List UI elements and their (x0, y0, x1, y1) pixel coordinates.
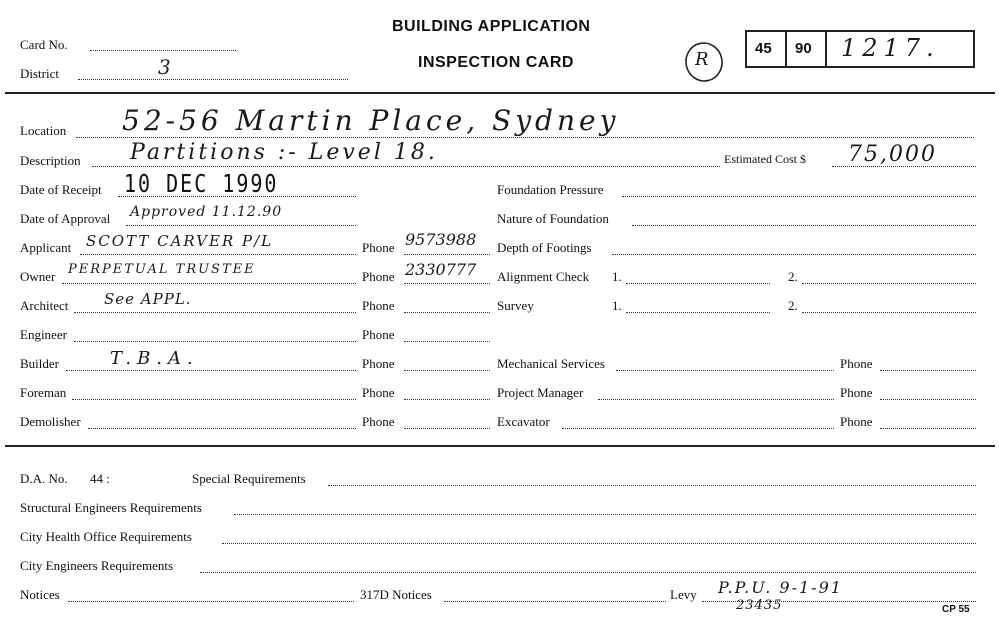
builder-label: Builder (20, 356, 59, 371)
excavator-label: Excavator (497, 414, 550, 429)
health-requirements-field[interactable] (222, 543, 976, 544)
demolisher-field[interactable] (88, 428, 356, 429)
date-receipt-stamp: 10 DEC 1990 (124, 168, 279, 198)
district-value: 3 (158, 55, 172, 79)
excavator-phone-label: Phone (840, 414, 873, 429)
applicant-value: SCOTT CARVER P/L (86, 232, 274, 250)
demolisher-phone-label: Phone (362, 414, 395, 429)
architect-phone-field[interactable] (404, 312, 490, 313)
applicant-phone-label: Phone (362, 240, 395, 255)
builder-field[interactable] (66, 370, 356, 371)
mechanical-phone-label: Phone (840, 356, 873, 371)
engineer-field[interactable] (74, 341, 356, 342)
architect-value: See APPL. (104, 290, 192, 308)
title-line-2: INSPECTION CARD (418, 54, 574, 71)
applicant-phone-value: 9573988 (405, 230, 477, 249)
engineers-requirements-label: City Engineers Requirements (20, 558, 174, 573)
owner-value: PERPETUAL TRUSTEE (68, 262, 256, 277)
circled-mark: R (682, 40, 726, 84)
foreman-label: Foreman (20, 385, 67, 400)
engineer-label: Engineer (20, 327, 67, 342)
owner-phone-value: 2330777 (405, 260, 477, 279)
special-requirements-field[interactable] (328, 485, 976, 486)
date-approval-label: Date of Approval (20, 211, 111, 226)
applicant-label: Applicant (20, 240, 72, 255)
levy-number: 23435 (736, 598, 783, 613)
foreman-phone-field[interactable] (404, 399, 490, 400)
structural-requirements-field[interactable] (234, 514, 976, 515)
box-application-number: 1217. (825, 30, 975, 68)
architect-phone-label: Phone (362, 298, 395, 313)
box-district-code: 45 (745, 30, 787, 68)
owner-field[interactable] (62, 283, 356, 284)
nature-foundation-field[interactable] (632, 225, 976, 226)
estimated-cost-label: Estimated Cost $ (724, 152, 806, 166)
builder-value: T.B.A. (110, 348, 199, 369)
builder-phone-field[interactable] (404, 370, 490, 371)
district-label: District (20, 66, 59, 81)
card-no-label: Card No. (20, 37, 68, 52)
description-field[interactable] (92, 166, 720, 167)
levy-value: P.P.U. 9-1-91 (718, 578, 843, 597)
survey-2-field[interactable] (802, 312, 976, 313)
foreman-phone-label: Phone (362, 385, 395, 400)
location-label: Location (20, 123, 67, 138)
nature-foundation-label: Nature of Foundation (497, 211, 609, 226)
project-manager-field[interactable] (598, 399, 834, 400)
form-code: CP 55 (942, 604, 970, 615)
da-no-label: D.A. No. (20, 471, 68, 486)
location-value: 52-56 Martin Place, Sydney (122, 104, 620, 137)
health-requirements-label: City Health Office Requirements (20, 529, 192, 544)
special-requirements-label: Special Requirements (192, 471, 306, 486)
survey-1-field[interactable] (626, 312, 770, 313)
mechanical-services-field[interactable] (616, 370, 834, 371)
alignment-check-1-field[interactable] (626, 283, 770, 284)
builder-phone-label: Phone (362, 356, 395, 371)
survey-2-label: 2. (788, 298, 798, 313)
owner-phone-label: Phone (362, 269, 395, 284)
date-approval-value: Approved 11.12.90 (130, 204, 283, 220)
notices-label: Notices (20, 587, 60, 602)
mechanical-services-label: Mechanical Services (497, 356, 605, 371)
project-manager-phone-field[interactable] (880, 399, 976, 400)
alignment-check-2-field[interactable] (802, 283, 976, 284)
owner-phone-field[interactable] (404, 283, 490, 284)
architect-label: Architect (20, 298, 69, 313)
excavator-phone-field[interactable] (880, 428, 976, 429)
box-year-code: 90 (785, 30, 827, 68)
excavator-field[interactable] (562, 428, 834, 429)
foundation-pressure-label: Foundation Pressure (497, 182, 604, 197)
demolisher-phone-field[interactable] (404, 428, 490, 429)
description-label: Description (20, 153, 81, 168)
levy-label: Levy (670, 587, 697, 602)
depth-footings-field[interactable] (612, 254, 976, 255)
alignment-check-2-label: 2. (788, 269, 798, 284)
district-field[interactable] (78, 79, 348, 80)
foreman-field[interactable] (72, 399, 356, 400)
structural-requirements-label: Structural Engineers Requirements (20, 500, 202, 515)
section-divider (5, 445, 995, 447)
owner-label: Owner (20, 269, 56, 284)
survey-1-label: 1. (612, 298, 622, 313)
notices-317d-label: 317D Notices (360, 587, 432, 602)
demolisher-label: Demolisher (20, 414, 81, 429)
estimated-cost-value: 75,000 (848, 142, 937, 167)
applicant-field[interactable] (80, 254, 356, 255)
notices-field[interactable] (68, 601, 354, 602)
project-manager-phone-label: Phone (840, 385, 873, 400)
date-receipt-label: Date of Receipt (20, 182, 102, 197)
engineers-requirements-field[interactable] (200, 572, 976, 573)
project-manager-label: Project Manager (497, 385, 584, 400)
alignment-check-label: Alignment Check (497, 269, 590, 284)
architect-field[interactable] (74, 312, 356, 313)
da-no-value: 44 : (90, 471, 110, 486)
location-field[interactable] (76, 137, 974, 138)
alignment-check-1-label: 1. (612, 269, 622, 284)
engineer-phone-field[interactable] (404, 341, 490, 342)
title-line-1: BUILDING APPLICATION (392, 18, 591, 35)
description-value: Partitions :- Level 18. (130, 140, 438, 165)
applicant-phone-field[interactable] (404, 254, 490, 255)
engineer-phone-label: Phone (362, 327, 395, 342)
depth-footings-label: Depth of Footings (497, 240, 592, 255)
date-approval-field[interactable] (126, 225, 356, 226)
survey-label: Survey (497, 298, 534, 313)
mechanical-phone-field[interactable] (880, 370, 976, 371)
notices-317d-field[interactable] (444, 601, 666, 602)
card-no-field[interactable] (90, 50, 236, 51)
foundation-pressure-field[interactable] (622, 196, 976, 197)
header-divider (5, 92, 995, 94)
